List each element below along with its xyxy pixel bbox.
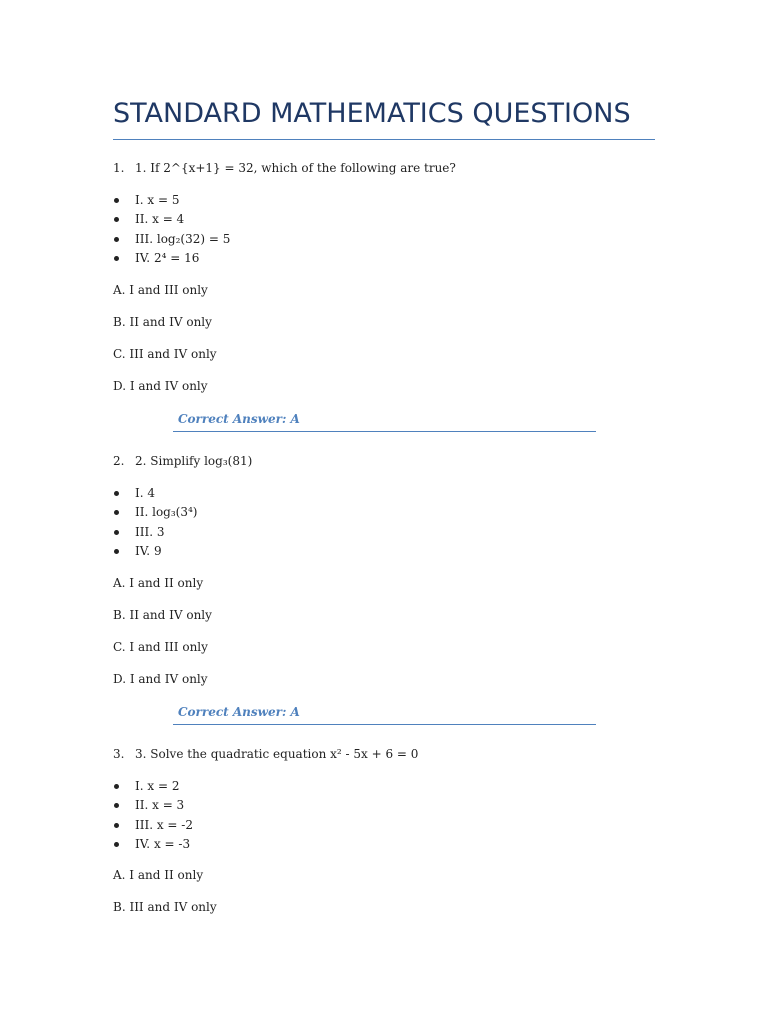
list-item: [113, 524, 197, 543]
list-item: [113, 192, 230, 211]
bullet-icon: [114, 530, 119, 535]
bullet-icon: [114, 784, 119, 789]
statement-text: IV. 2⁴ = 16: [135, 250, 200, 265]
option-c: C. I and III only: [113, 640, 208, 654]
statement-text: IV. x = -3: [135, 836, 191, 851]
page-title: STANDARD MATHEMATICS QUESTIONS: [113, 98, 631, 129]
statement-text: IV. 9: [135, 543, 162, 558]
bullet-icon: [114, 491, 119, 496]
option-a: A. I and II only: [113, 576, 204, 590]
list-item: [113, 836, 193, 855]
statement-text: I. 4: [135, 486, 156, 500]
question-1: [113, 160, 456, 176]
bullet-icon: [114, 823, 119, 828]
question-text: 3. Solve the quadratic equation x² - 5x + 6 = 0: [135, 747, 419, 761]
list-item: [113, 797, 193, 816]
question-2: [113, 453, 252, 469]
question-text: 1. If 2^{x+1} = 32, which of the following are true?: [135, 161, 456, 175]
option-d: D. I and IV only: [113, 379, 208, 393]
option-d: D. I and IV only: [113, 672, 208, 686]
list-item: [113, 504, 197, 523]
bullet-icon: [114, 256, 119, 261]
correct-answer-text: Correct Answer: A: [178, 705, 300, 719]
statement-text: I. x = 2: [135, 779, 180, 793]
statement-list: [113, 485, 197, 562]
question-number: 3.: [113, 747, 125, 761]
question-text: 2. Simplify log₃(81): [135, 454, 253, 468]
question-number: 1.: [113, 161, 125, 175]
question-number: 2.: [113, 454, 125, 468]
statement-text: II. x = 3: [135, 798, 185, 813]
option-a: A. I and III only: [113, 283, 208, 297]
statement-list: [113, 192, 230, 269]
list-item: [113, 231, 230, 250]
list-item: [113, 817, 193, 836]
statement-text: II. log₃(3⁴): [135, 505, 198, 520]
option-c: C. III and IV only: [113, 347, 217, 361]
list-item: [113, 543, 197, 562]
bullet-icon: [114, 549, 119, 554]
option-b: B. III and IV only: [113, 900, 217, 914]
bullet-icon: [114, 803, 119, 808]
list-item: [113, 778, 193, 797]
option-b: B. II and IV only: [113, 315, 212, 329]
option-b: B. II and IV only: [113, 608, 212, 622]
bullet-icon: [114, 237, 119, 242]
bullet-icon: [114, 198, 119, 203]
question-3: [113, 746, 418, 762]
option-a: A. I and II only: [113, 868, 204, 882]
correct-answer: [173, 409, 596, 432]
statement-text: II. x = 4: [135, 212, 185, 227]
statement-list: [113, 778, 193, 855]
correct-answer: [173, 702, 596, 725]
list-item: [113, 211, 230, 230]
correct-answer-text: Correct Answer: A: [178, 412, 300, 426]
statement-text: III. 3: [135, 524, 165, 539]
statement-text: III. log₂(32) = 5: [135, 231, 231, 246]
list-item: [113, 485, 197, 504]
bullet-icon: [114, 842, 119, 847]
statement-text: I. x = 5: [135, 193, 180, 207]
bullet-icon: [114, 217, 119, 222]
statement-text: III. x = -2: [135, 817, 193, 832]
list-item: [113, 250, 230, 269]
title-divider: [113, 139, 655, 140]
bullet-icon: [114, 510, 119, 515]
